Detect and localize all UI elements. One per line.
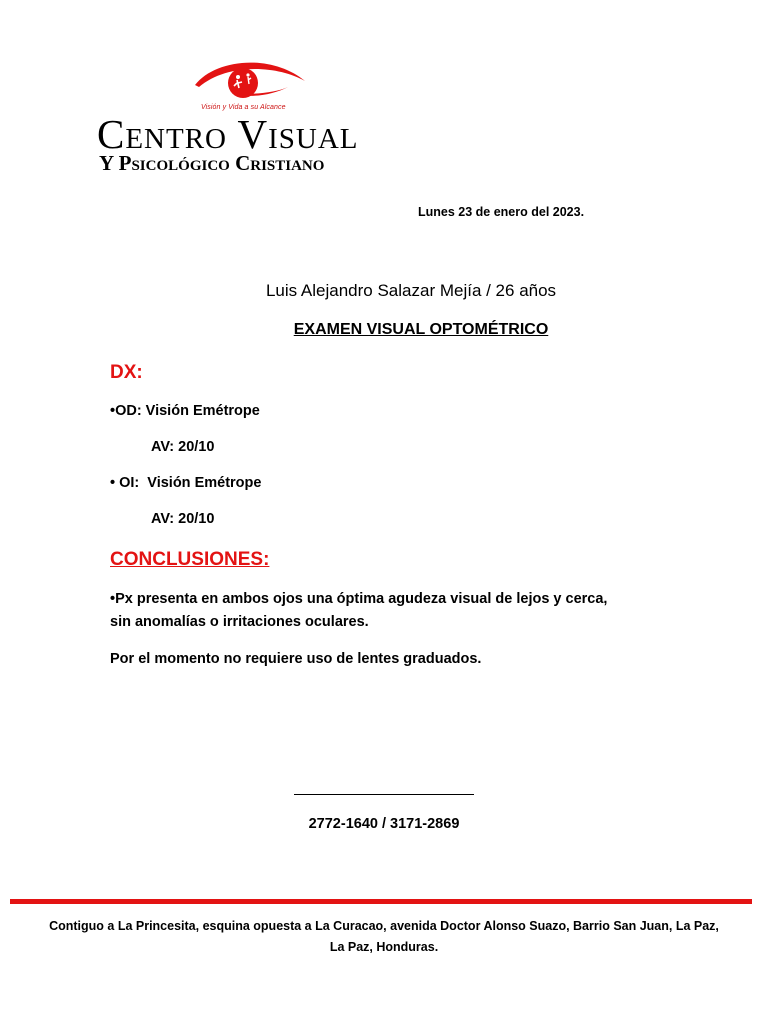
document-date: Lunes 23 de enero del 2023. (418, 205, 585, 219)
diagnosis-oi-acuity: AV: 20/10 (151, 511, 215, 527)
patient-name-age: Luis Alejandro Salazar Mejía / 26 años (265, 281, 557, 300)
brand-name: Centro Visual (97, 111, 359, 157)
logo-tagline: Visión y Vida a su Alcance (201, 104, 286, 111)
diagnosis-od-acuity: AV: 20/10 (151, 439, 215, 455)
conclusion-line-3: Por el momento no requiere uso de lentes graduados. (110, 651, 482, 667)
footer-address (24, 916, 744, 958)
conclusion-line-2: sin anomalías o irritaciones oculares. (110, 614, 369, 630)
diagnosis-heading: DX: (110, 362, 143, 383)
exam-title: EXAMEN VISUAL OPTOMÉTRICO (293, 321, 549, 338)
conclusion-line-1: •Px presenta en ambos ojos una óptima agudeza visual de lejos y cerca, (110, 591, 608, 607)
diagnosis-oi: • OI: Visión Emétrope (110, 475, 262, 491)
footer-divider (10, 899, 752, 904)
footer-address-line-1: Contiguo a La Princesita, esquina opuesta a La Curacao, avenida Doctor Alonso Suazo, Barrio San Juan, La Paz, (49, 919, 719, 933)
diagnosis-od: •OD: Visión Emétrope (110, 403, 260, 419)
eye-logo-icon (193, 55, 308, 103)
letterhead-logo (96, 48, 406, 188)
signature-line (294, 794, 474, 795)
conclusions-heading: CONCLUSIONES: (110, 549, 270, 570)
brand-subtitle: Y Psicológico Cristiano (99, 151, 325, 175)
footer-address-line-2: La Paz, Honduras. (329, 940, 439, 954)
phone-numbers: 2772-1640 / 3171-2869 (308, 816, 460, 832)
